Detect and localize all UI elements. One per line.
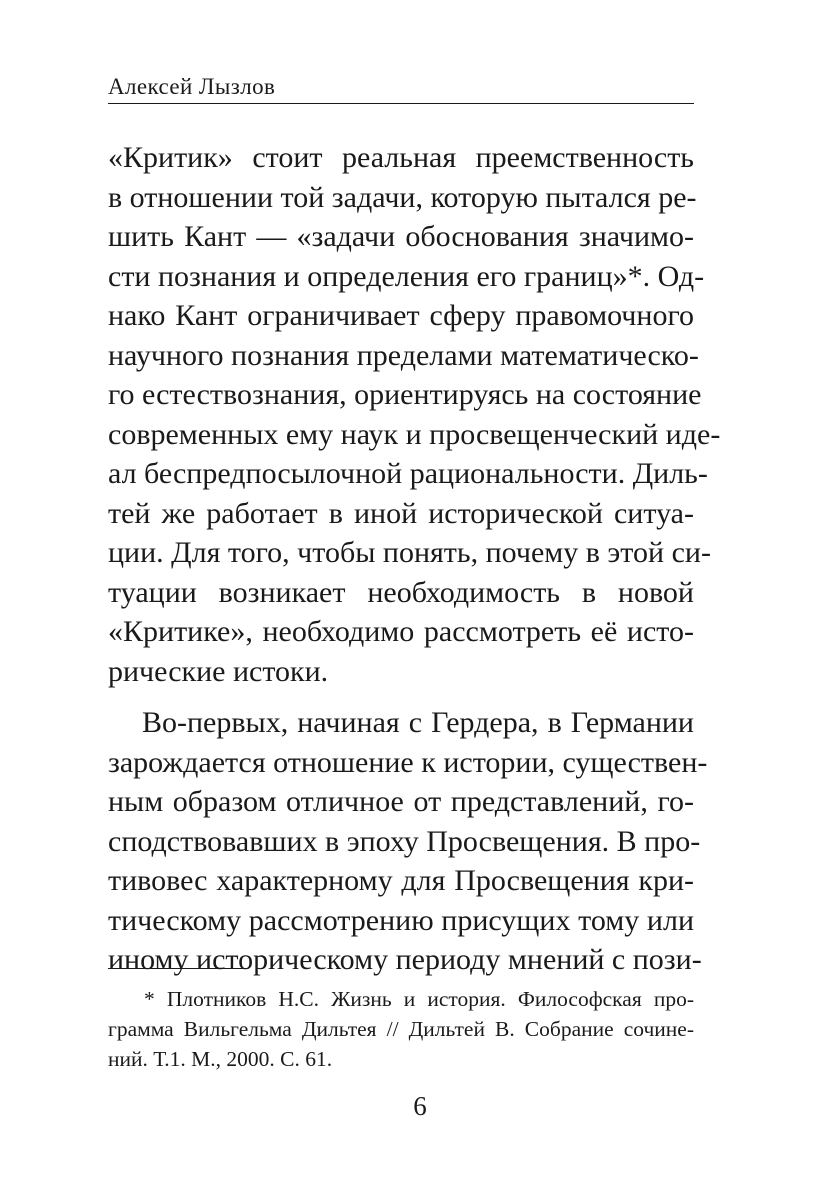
footnote-rule — [108, 968, 246, 969]
text-line: «Критике», необходимо рассмотреть её исто- — [108, 615, 694, 648]
text-line: го естествознания, ориентируясь на состояние — [108, 378, 702, 411]
text-line: нако Кант ограничивает сферу правомочного — [108, 299, 694, 332]
paragraph — [108, 138, 721, 691]
text-line: в отношении той задачи, которую пытался ре- — [108, 180, 697, 214]
footnote-line: ний. Т.1. М., 2000. С. 61. — [108, 1047, 333, 1071]
paragraph — [108, 703, 708, 980]
text-line: ции. Для того, чтобы понять, почему в этой си- — [108, 536, 711, 569]
text-line: научного познания пределами математическо- — [108, 338, 699, 372]
footnote-line: грамма Вильгельма Дильтея // Дильтей В. Собрание сочине- — [108, 1017, 694, 1041]
text-line: ал беспредпосылочной рациональности. Диль- — [108, 457, 708, 490]
text-line: иному историческому периоду мнений с пози- — [108, 943, 702, 976]
main-text — [108, 138, 721, 980]
running-head-author: Алексей Лызлов — [108, 74, 276, 99]
text-line: тивовес характерному для Просвещения кри- — [108, 864, 694, 897]
text-line: Во-первых, начиная с Гердера, в Германии — [142, 706, 694, 739]
text-line: современных ему наук и просвещенческий иде- — [108, 417, 721, 451]
text-line: зарождается отношение к истории, существен- — [108, 745, 708, 779]
page-number: 6 — [413, 1091, 427, 1121]
text-line: сподствовавших в эпоху Просвещения. В про- — [108, 824, 701, 858]
paragraph-gap — [108, 691, 694, 703]
footnote — [108, 984, 694, 1074]
text-line: рические истоки. — [108, 654, 329, 688]
header-rule — [108, 103, 694, 104]
text-line: шить Кант — «задачи обоснования значимо- — [108, 220, 694, 253]
text-line: ным образом отличное от представлений, го- — [108, 785, 694, 818]
text-line: «Критик» стоит реальная преемственность — [108, 141, 694, 174]
text-line: сти познания и определения его границ»*. Од- — [108, 259, 705, 293]
text-line: тей же работает в иной исторической ситуа- — [108, 496, 694, 530]
footnote-line: * Плотников Н.С. Жизнь и история. Философская про- — [144, 987, 694, 1011]
text-line: туации возникает необходимость в новой — [108, 575, 694, 609]
text-line: тическому рассмотрению присущих тому или — [108, 903, 694, 937]
